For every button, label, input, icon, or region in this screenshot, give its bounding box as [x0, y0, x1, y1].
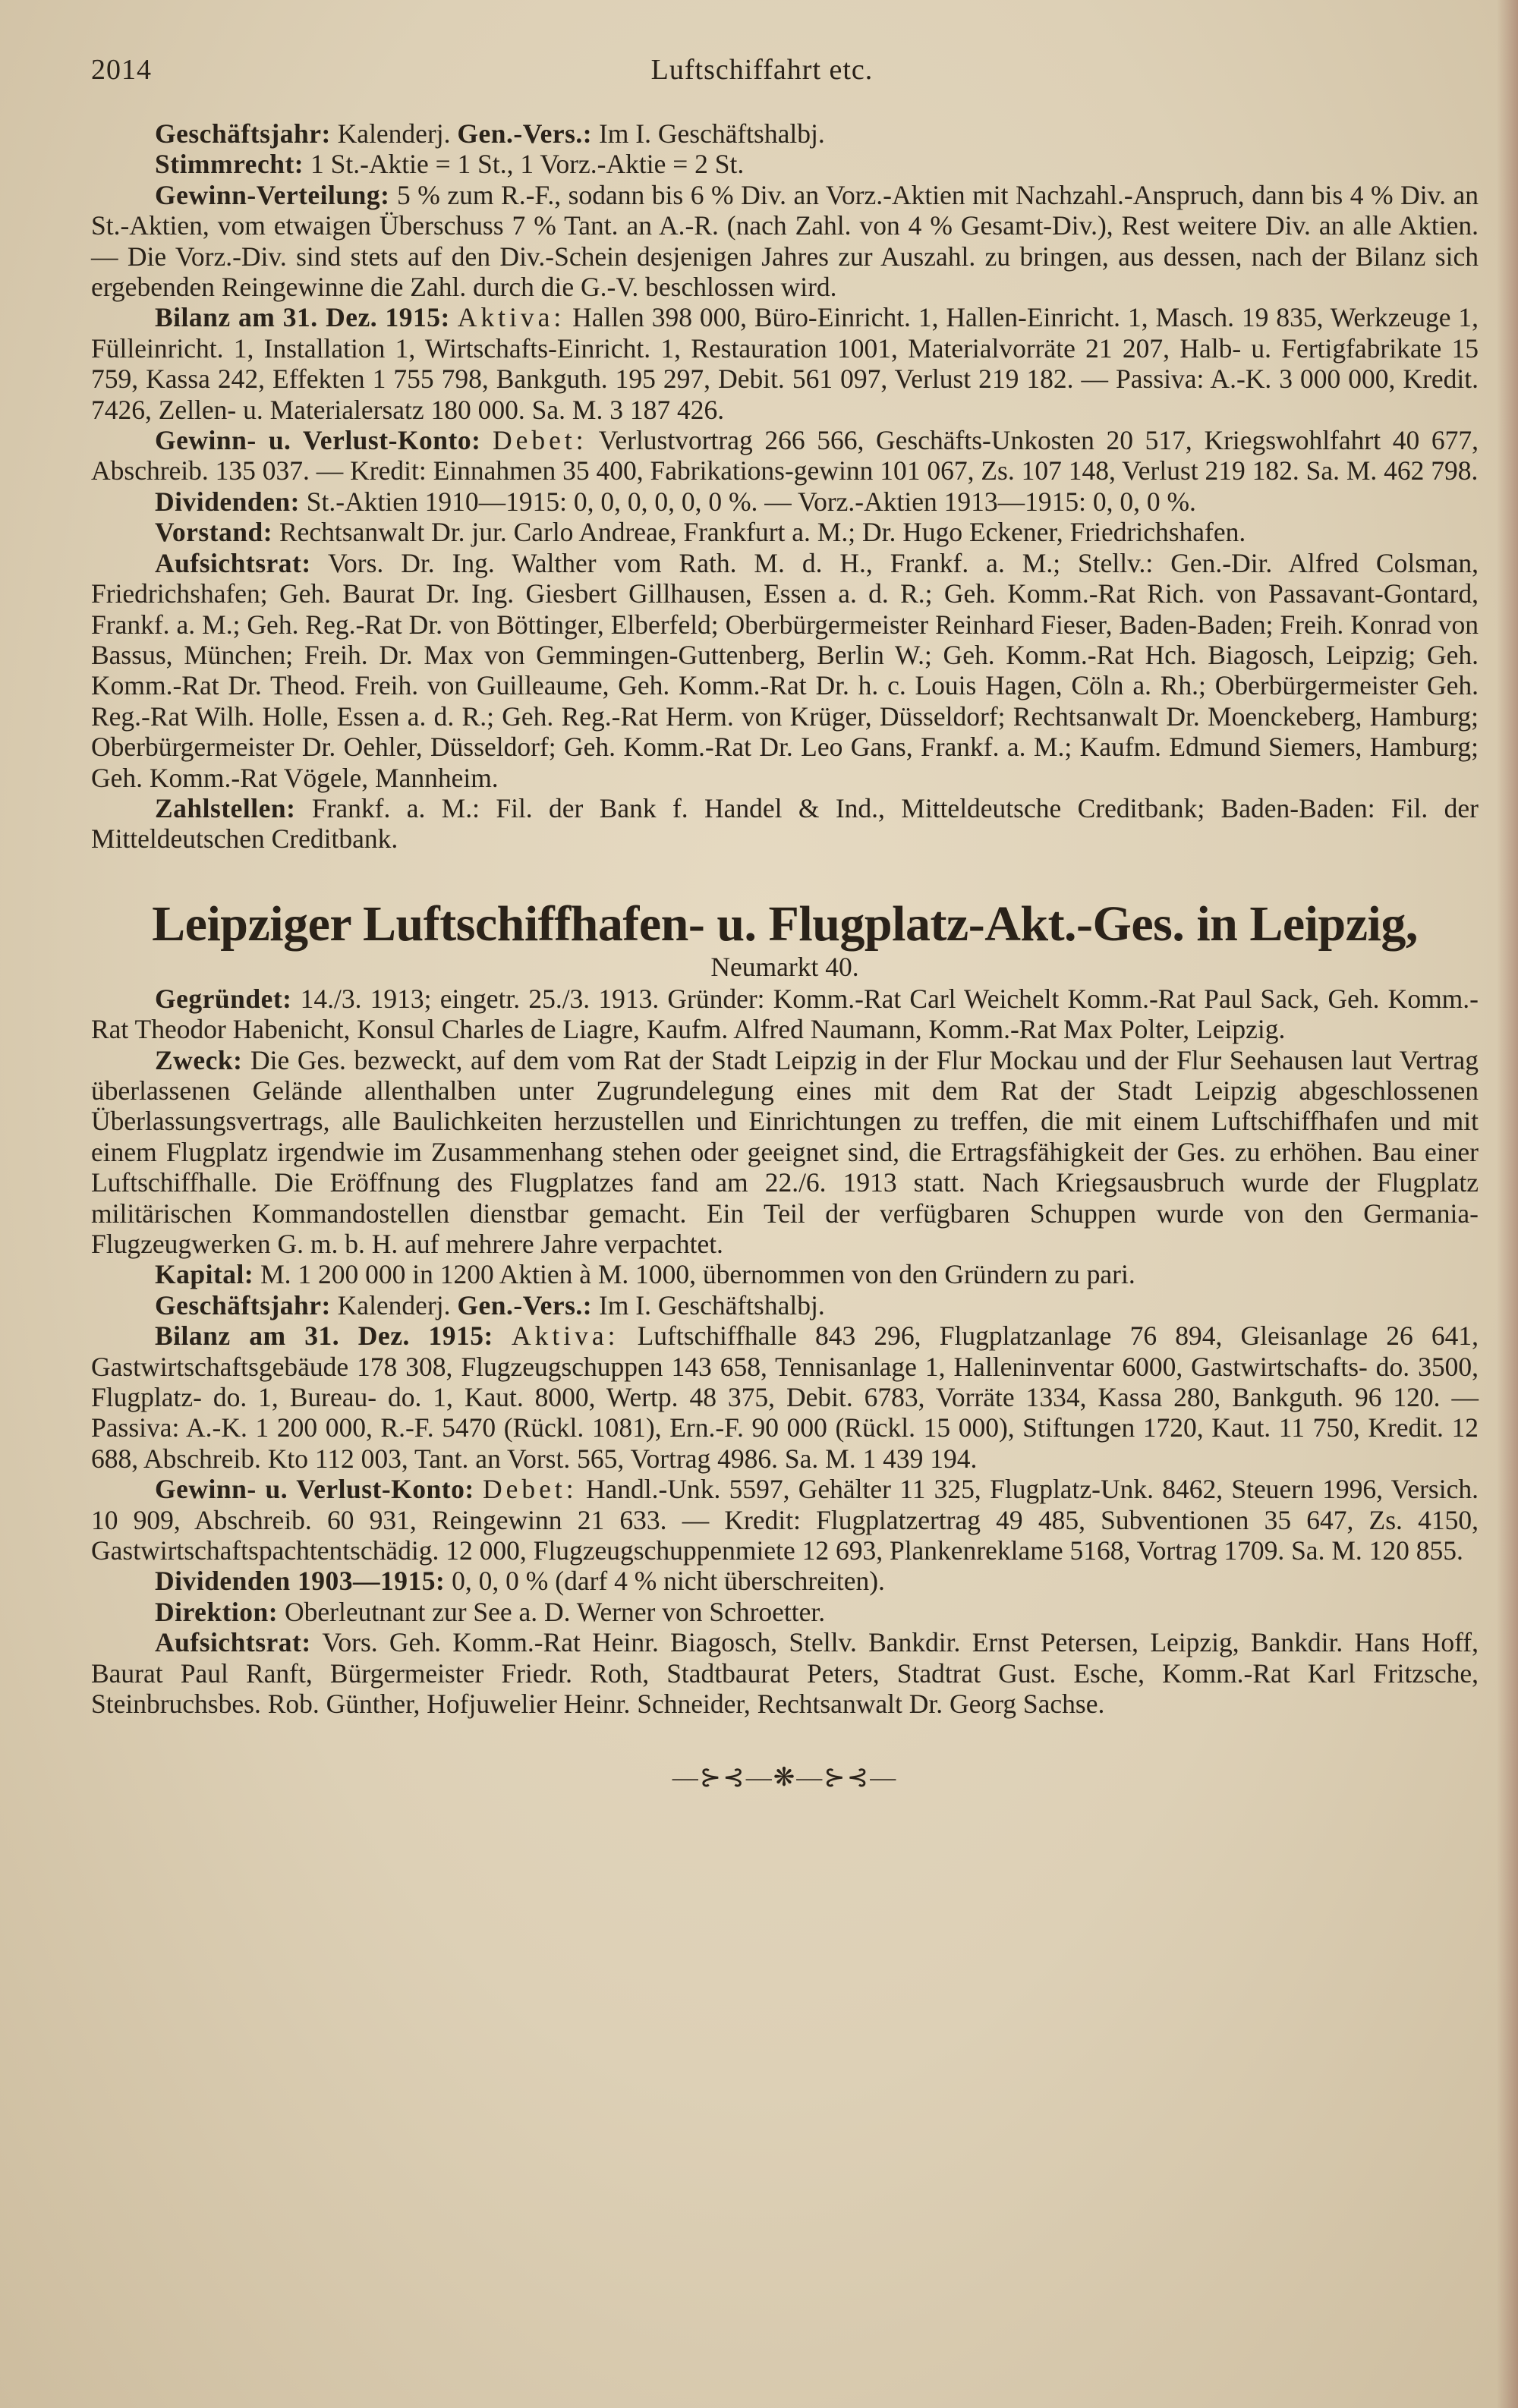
paragraph-kapital — [91, 1259, 1479, 1289]
paragraph-text: Rechtsanwalt Dr. jur. Carlo Andreae, Frankfurt a. M.; Dr. Hugo Eckener, Friedrichshafen. — [272, 517, 1246, 548]
section-leipziger-luftschiffhafen — [91, 984, 1479, 1720]
paragraph-text: Die Ges. bezweckt, auf dem vom Rat der Stadt Leipzig in der Flur Mockau und der Flur Seehausen laut Vertrag überlassenen Gelände allenthalben unter Zugrundelegung eines mit dem Rat der Stadt Leipzig abgeschlossenen Überlassungsvertrags, alle Baulichkeiten herzustellen und Einrichtungen zu treffen, die mit einem Luftschiffhafen und mit einem Flugplatz irgendwie im Zusammenhang stehen oder geeignet sind, die Ertragsfähigkeit der Ges. zu erhöhen. Bau einer Luftschiffhalle. Die Eröffnung des Flugplatzes fand am 22./6. 1913 statt. Nach Kriegsausbruch wurde der Flugplatz militärischen Kommandostellen dienstbar gemacht. Ein Teil der verfügbaren Schuppen wurde von den Germania-Flugzeugwerken G. m. b. H. auf mehrere Jahre verpachtet. — [91, 1044, 1479, 1259]
section-previous-company — [91, 118, 1479, 855]
paragraph-text: St.-Aktien 1910—1915: 0, 0, 0, 0, 0, 0 %. — Vorz.-Aktien 1913—1915: 0, 0, 0 %. — [299, 486, 1196, 517]
paragraph-text: 14./3. 1913; eingetr. 25./3. 1913. Gründer: Komm.-Rat Carl Weichelt Komm.-Rat Paul Sack, Geh. Komm.-Rat Theodor Habenicht, Konsul Charles de Liagre, Kaufm. Alfred Naumann, Komm.-Rat Max Polter, Leipzig. — [91, 983, 1479, 1045]
paragraph-text: Oberleutnant zur See a. D. Werner von Schroetter. — [278, 1596, 826, 1627]
paragraph-geschaeftsjahr — [91, 118, 1479, 149]
paragraph-bilanz — [91, 302, 1479, 425]
paragraph-text: Luftschiffhalle 843 296, Flugplatzanlage 76 894, Gleisanlage 26 641, Gastwirtschaftsgebäude 178 308, Flugzeugschuppen 143 658, Tennisanlage 1, Halleninventar 6000, Gastwirtschafts- do. 3500, Flugplatz- do. 1, Bureau- do. 1, Kaut. 8000, Wertp. 48 375, Debit. 6783, Vorräte 1334, Kassa 280, Bankguth. 96 120. — Passiva: A.-K. 1 200 000, R.-F. 5470 (Rückl. 1081), Ern.-F. 90 000 (Rückl. 15 000), Stiftungen 1720, Kaut. 11 750, Kredit. 12 688, Abschreib. Kto 112 003, Tant. an Vorst. 565, Vortrag 4986. Sa. M. 1 439 194. — [91, 1320, 1479, 1474]
spaced-label: Aktiva: — [457, 302, 565, 333]
paragraph-geschaeftsjahr-2 — [91, 1290, 1479, 1320]
company-title: Leipziger Luftschiffhafen- u. Flugplatz-Akt.-Ges. in Leipzig, — [152, 896, 1418, 952]
paragraph-gewinn-verteilung — [91, 180, 1479, 303]
paragraph-gegruendet — [91, 984, 1479, 1045]
page-number: 2014 — [91, 54, 152, 86]
paragraph-label: Geschäftsjahr: — [155, 118, 331, 149]
spaced-label: Aktiva: — [511, 1320, 619, 1352]
paragraph-label: Gewinn- u. Verlust-Konto: — [155, 425, 481, 456]
paragraph-label: Aufsichtsrat: — [155, 1627, 311, 1658]
paragraph-label: Gen.-Vers.: — [457, 1289, 593, 1320]
paragraph-label: Dividenden 1903—1915: — [155, 1566, 446, 1597]
paragraph-label: Gen.-Vers.: — [457, 118, 593, 149]
paragraph-text: Vors. Dr. Ing. Walther vom Rath. M. d. H., Frankf. a. M.; Stellv.: Gen.-Dir. Alfred Colsman, Friedrichshafen; Geh. Baurat Dr. Ing. Giesbert Gillhausen, Essen a. d. R.; Geh. Komm.-Rat Rich. von Passavant-Gontard, Frankf. a. M.; Geh. Reg.-Rat Dr. von Böttinger, Elberfeld; Oberbürgermeister Reinhard Fieser, Baden-Baden; Freih. Konrad von Bassus, München; Freih. Dr. Max von Gemmingen-Guttenberg, Berlin W.; Geh. Komm.-Rat Hch. Biagosch, Leipzig; Geh. Komm.-Rat Dr. Theod. Freih. von Guilleaume, Geh. Komm.-Rat Dr. h. c. Louis Hagen, Cöln a. Rh.; Oberbürgermeister Geh. Reg.-Rat Wilh. Holle, Essen a. d. R.; Geh. Reg.-Rat Herm. von Krüger, Düsseldorf; Rechtsanwalt Dr. Moenckeberg, Hamburg; Oberbürgermeister Dr. Oehler, Düsseldorf; Geh. Komm.-Rat Dr. Leo Gans, Frankf. a. M.; Kaufm. Edmund Siemers, Hamburg; Geh. Komm.-Rat Vögele, Mannheim. — [91, 547, 1479, 793]
paragraph-label: Aufsichtsrat: — [155, 547, 311, 578]
paragraph-direktion — [91, 1597, 1479, 1627]
paragraph-label: Gewinn-Verteilung: — [155, 179, 390, 210]
paragraph-gewinn-verlust-2 — [91, 1474, 1479, 1566]
paragraph-text: 1 St.-Aktie = 1 St., 1 Vorz.-Aktie = 2 St. — [304, 149, 745, 180]
paragraph-dividenden — [91, 486, 1479, 517]
paragraph-text: Handl.-Unk. 5597, Gehälter 11 325, Flugplatz-Unk. 8462, Steuern 1996, Versich. 10 909, Abschreib. 60 931, Reingewinn 21 633. — Kredit: Flugplatzertrag 49 485, Subventionen 35 647, Zs. 4150, Gastwirtschaftspachtentschädig. 12 000, Flugzeugschuppenmiete 12 693, Plankenreklame 5168, Vortrag 1709. Sa. M. 120 855. — [91, 1474, 1479, 1566]
company-address: Neumarkt 40. — [710, 951, 859, 982]
paragraph-dividenden-2 — [91, 1566, 1479, 1596]
paragraph-label: Zweck: — [155, 1044, 243, 1075]
paragraph-label: Bilanz am 31. Dez. 1915: — [155, 1320, 493, 1352]
paragraph-label: Gegründet: — [155, 983, 292, 1014]
paragraph-text: Im I. Geschäftshalbj. — [592, 1289, 825, 1320]
paragraph-text: Frankf. a. M.: Fil. der Bank f. Handel & Ind., Mitteldeutsche Creditbank; Baden-Baden: Fil. der Mitteldeutschen Creditbank. — [91, 792, 1479, 855]
paragraph-label: Gewinn- u. Verlust-Konto: — [155, 1474, 474, 1505]
paragraph-text: M. 1 200 000 in 1200 Aktien à M. 1000, übernommen von den Gründern zu pari. — [254, 1259, 1135, 1290]
paragraph-text: 0, 0, 0 % (darf 4 % nicht überschreiten). — [445, 1566, 885, 1597]
paragraph-vorstand — [91, 517, 1479, 547]
paragraph-zweck — [91, 1045, 1479, 1260]
paragraph-aufsichtsrat-2 — [91, 1627, 1479, 1719]
paragraph-text: Im I. Geschäftshalbj. — [592, 118, 825, 149]
paragraph-gewinn-verlust — [91, 425, 1479, 486]
paragraph-label: Geschäftsjahr: — [155, 1289, 331, 1320]
page-header — [91, 53, 1479, 114]
spaced-label: Debet: — [482, 1474, 578, 1505]
paragraph-text: Hallen 398 000, Büro-Einricht. 1, Hallen-Einricht. 1, Masch. 19 835, Werkzeuge 1, Fülleinricht. 1, Installation 1, Wirtschafts-Einricht. 1, Restauration 1001, Materialvorräte 21 207, Halb- u. Fertigfabrikate 15 759, Kassa 242, Effekten 1 755 798, Bankguth. 195 297, Debit. 561 097, Verlust 219 182. — Passiva: A.-K. 3 000 000, Kredit. 7426, Zellen- u. Materialersatz 180 000. Sa. M. 3 187 426. — [91, 302, 1479, 425]
paragraph-label: Direktion: — [155, 1596, 279, 1627]
paragraph-label: Bilanz am 31. Dez. 1915: — [155, 302, 450, 333]
paragraph-text: Verlustvortrag 266 566, Geschäfts-Unkosten 20 517, Kriegswohlfahrt 40 677, Abschreib. 135 037. — Kredit: Einnahmen 35 400, Fabrikations-gewinn 101 067, Zs. 107 148, Verlust 219 182. Sa. M. 462 798. — [91, 425, 1479, 486]
paragraph-text: Kalenderj. — [330, 118, 458, 149]
spaced-label: Debet: — [493, 425, 587, 456]
paragraph-stimmrecht — [91, 149, 1479, 179]
paragraph-aufsichtsrat — [91, 548, 1479, 793]
paragraph-label: Zahlstellen: — [155, 792, 296, 823]
paragraph-text: Kalenderj. — [330, 1289, 458, 1320]
ornament-divider: —⊱⊰—❋—⊱⊰— — [672, 1763, 898, 1792]
paragraph-text: Vors. Geh. Komm.-Rat Heinr. Biagosch, Stellv. Bankdir. Ernst Petersen, Leipzig, Bankdir. Hans Hoff, Baurat Paul Ranft, Bürgermeister Friedr. Roth, Stadtbaurat Peters, Stadtrat Gust. Esche, Komm.-Rat Karl Fritzsche, Steinbruchsbes. Rob. Günther, Hofjuwelier Heinr. Schneider, Rechtsanwalt Dr. Georg Sachse. — [91, 1627, 1479, 1720]
running-title: Luftschiffahrt etc. — [650, 54, 874, 86]
paragraph-label: Dividenden: — [155, 486, 300, 517]
paragraph-label: Kapital: — [155, 1259, 254, 1290]
paragraph-bilanz-2 — [91, 1320, 1479, 1474]
paragraph-zahlstellen — [91, 793, 1479, 855]
paragraph-label: Vorstand: — [155, 517, 273, 548]
paragraph-text: 5 % zum R.-F., sodann bis 6 % Div. an Vorz.-Aktien mit Nachzahl.-Anspruch, dann bis 4 % Div. an St.-Aktien, vom etwaigen Überschuss 7 % Tant. an A.-R. (nach Zahl. von 4 % Gesamt-Div.), Rest weitere Div. an alle Aktien. — Die Vorz.-Div. sind stets auf den Div.-Schein desjenigen Jahres zur Auszahl. zu bringen, aus dessen, nach der Bilanz sich ergebenden Reingewinne die Zahl. durch die G.-V. beschlossen wird. — [91, 179, 1479, 303]
page-edge-shadow — [1497, 0, 1518, 2408]
paragraph-label: Stimmrecht: — [155, 149, 304, 180]
